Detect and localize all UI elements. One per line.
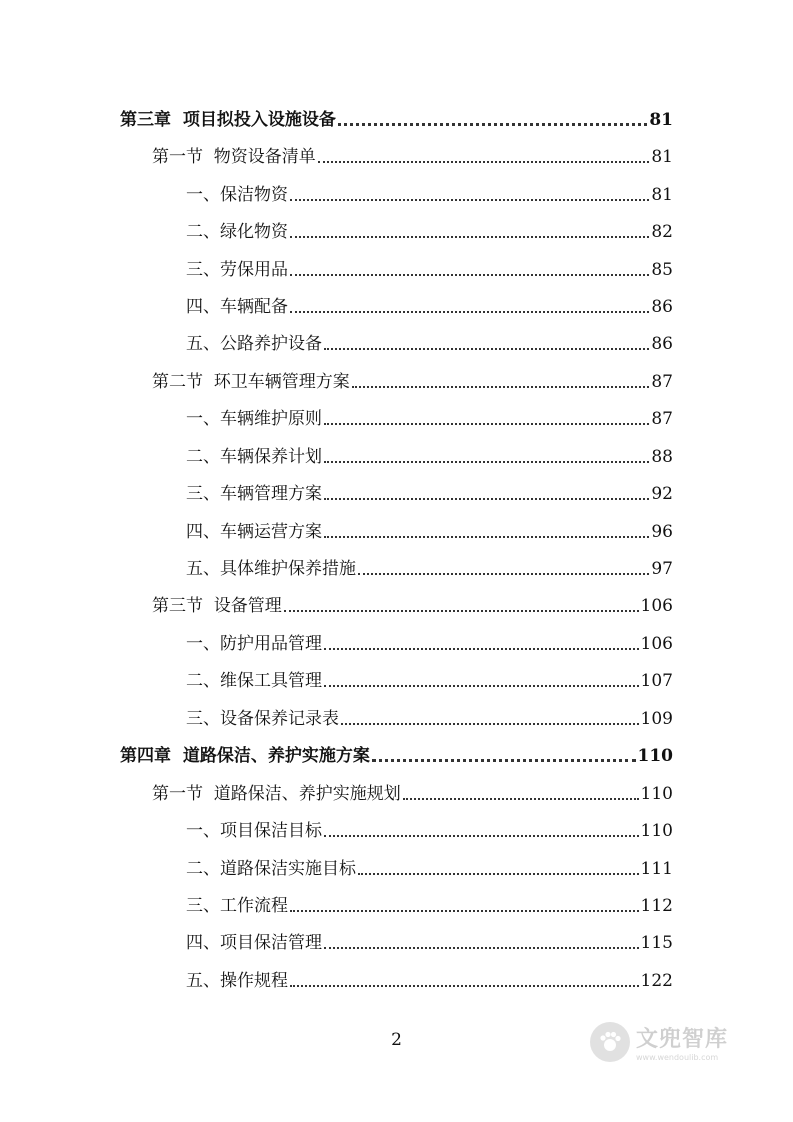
toc-entry[interactable]: [186, 667, 673, 695]
toc-leader: [352, 386, 650, 388]
toc-entry-page: 97: [651, 559, 673, 579]
toc-entry-title: 五、操作规程: [186, 971, 288, 991]
toc-entry-page: 81: [651, 185, 673, 205]
toc-entry-title: 二、道路保洁实施目标: [186, 859, 356, 879]
toc-leader: [284, 610, 639, 612]
watermark-text: 文兜智库: [636, 1027, 729, 1052]
toc-entry[interactable]: [120, 742, 673, 770]
toc-entry-page: 111: [640, 859, 673, 879]
toc-leader: [290, 274, 649, 276]
toc-entry-title: 三、工作流程: [186, 896, 288, 916]
toc-entry[interactable]: [186, 892, 673, 920]
toc-entry-title: 三、车辆管理方案: [186, 484, 322, 504]
toc-entry-page: 106: [640, 634, 673, 654]
toc-entry[interactable]: [186, 817, 673, 845]
toc-leader: [324, 348, 649, 350]
toc-entry[interactable]: [186, 967, 673, 995]
toc-entry-page: 87: [651, 372, 673, 392]
toc-entry[interactable]: [186, 480, 673, 508]
toc-entry[interactable]: [186, 218, 673, 246]
toc-leader: [290, 985, 639, 987]
toc-entry[interactable]: [186, 855, 673, 883]
toc-entry[interactable]: [186, 330, 673, 358]
toc-entry[interactable]: [186, 443, 673, 471]
toc-entry[interactable]: [186, 518, 673, 546]
toc-entry-title: 三、设备保养记录表: [186, 709, 339, 729]
watermark-text-group: [636, 1022, 728, 1062]
toc-entry-title: 四、车辆运营方案: [186, 522, 322, 542]
toc-entry[interactable]: [186, 405, 673, 433]
toc-entry[interactable]: [186, 181, 673, 209]
toc-entry[interactable]: [120, 106, 673, 134]
toc-leader: [324, 685, 639, 687]
toc-entry-page: 86: [651, 297, 673, 317]
toc-entry[interactable]: [186, 555, 673, 583]
toc-leader: [324, 423, 649, 425]
toc-leader: [324, 947, 639, 949]
toc-entry-title: 第一节 道路保洁、养护实施规划: [152, 784, 401, 804]
toc-entry-page: 110: [640, 784, 673, 804]
toc-entry-page: 109: [640, 709, 673, 729]
toc-entry-title: 二、绿化物资: [186, 222, 288, 242]
toc-entry-title: 第三节 设备管理: [152, 596, 282, 616]
toc-leader: [324, 461, 649, 463]
toc-entry-page: 85: [651, 260, 673, 280]
watermark-url: www.wendoulib.com: [636, 1053, 719, 1062]
toc-entry-page: 92: [651, 484, 673, 504]
toc-leader: [324, 498, 649, 500]
toc-leader: [290, 236, 649, 238]
toc-entry[interactable]: [186, 293, 673, 321]
page-number: 2: [391, 1030, 402, 1050]
toc-leader: [290, 311, 649, 313]
toc-entry-page: 96: [651, 522, 673, 542]
toc-leader: [290, 199, 649, 201]
toc-entry-title: 四、车辆配备: [186, 297, 288, 317]
toc-entry[interactable]: [186, 705, 673, 733]
toc-entry[interactable]: [186, 929, 673, 957]
toc-leader: [358, 873, 639, 875]
toc-entry-title: 第二节 环卫车辆管理方案: [152, 372, 350, 392]
toc-entry[interactable]: [152, 143, 673, 171]
toc-entry-page: 86: [651, 334, 673, 354]
toc-entry-title: 一、防护用品管理: [186, 634, 322, 654]
toc-entry-page: 115: [640, 933, 673, 953]
toc-entry-title: 二、维保工具管理: [186, 671, 322, 691]
toc-entry-page: 82: [651, 222, 673, 242]
toc-leader: [338, 123, 647, 126]
toc-entry-title: 一、车辆维护原则: [186, 409, 322, 429]
toc-leader: [341, 723, 639, 725]
toc-leader: [324, 648, 639, 650]
toc-entry[interactable]: [152, 592, 673, 620]
toc-entry[interactable]: [152, 780, 673, 808]
toc-entry-page: 122: [640, 971, 673, 991]
toc-entry-title: 第四章 道路保洁、养护实施方案: [120, 746, 370, 766]
toc-leader: [403, 798, 639, 800]
toc-leader: [372, 759, 636, 762]
paw-logo-icon: [590, 1022, 630, 1062]
toc-entry-page: 110: [637, 746, 673, 766]
toc-leader: [324, 536, 649, 538]
toc-leader: [358, 573, 649, 575]
toc-entry[interactable]: [186, 630, 673, 658]
watermark: [590, 1022, 728, 1062]
toc-entry-page: 88: [651, 447, 673, 467]
toc-entry-title: 五、公路养护设备: [186, 334, 322, 354]
toc-entry-title: 四、项目保洁管理: [186, 933, 322, 953]
toc-leader: [290, 910, 639, 912]
toc-entry-page: 110: [640, 821, 673, 841]
toc-entry-page: 87: [651, 409, 673, 429]
toc-entry[interactable]: [186, 256, 673, 284]
toc-entry-title: 一、保洁物资: [186, 185, 288, 205]
toc-entry-title: 一、项目保洁目标: [186, 821, 322, 841]
toc-entry-title: 第一节 物资设备清单: [152, 147, 316, 167]
toc-entry-page: 106: [640, 596, 673, 616]
toc-entry-title: 三、劳保用品: [186, 260, 288, 280]
toc-leader: [324, 835, 639, 837]
toc-entry-page: 112: [640, 896, 673, 916]
toc-leader: [318, 161, 650, 163]
toc-entry-title: 第三章 项目拟投入设施设备: [120, 110, 336, 130]
toc-entry-title: 二、车辆保养计划: [186, 447, 322, 467]
toc-entry-page: 81: [649, 110, 673, 130]
toc-entry-page: 107: [640, 671, 673, 691]
toc-entry-title: 五、具体维护保养措施: [186, 559, 356, 579]
toc-entry[interactable]: [152, 368, 673, 396]
toc-entry-page: 81: [651, 147, 673, 167]
